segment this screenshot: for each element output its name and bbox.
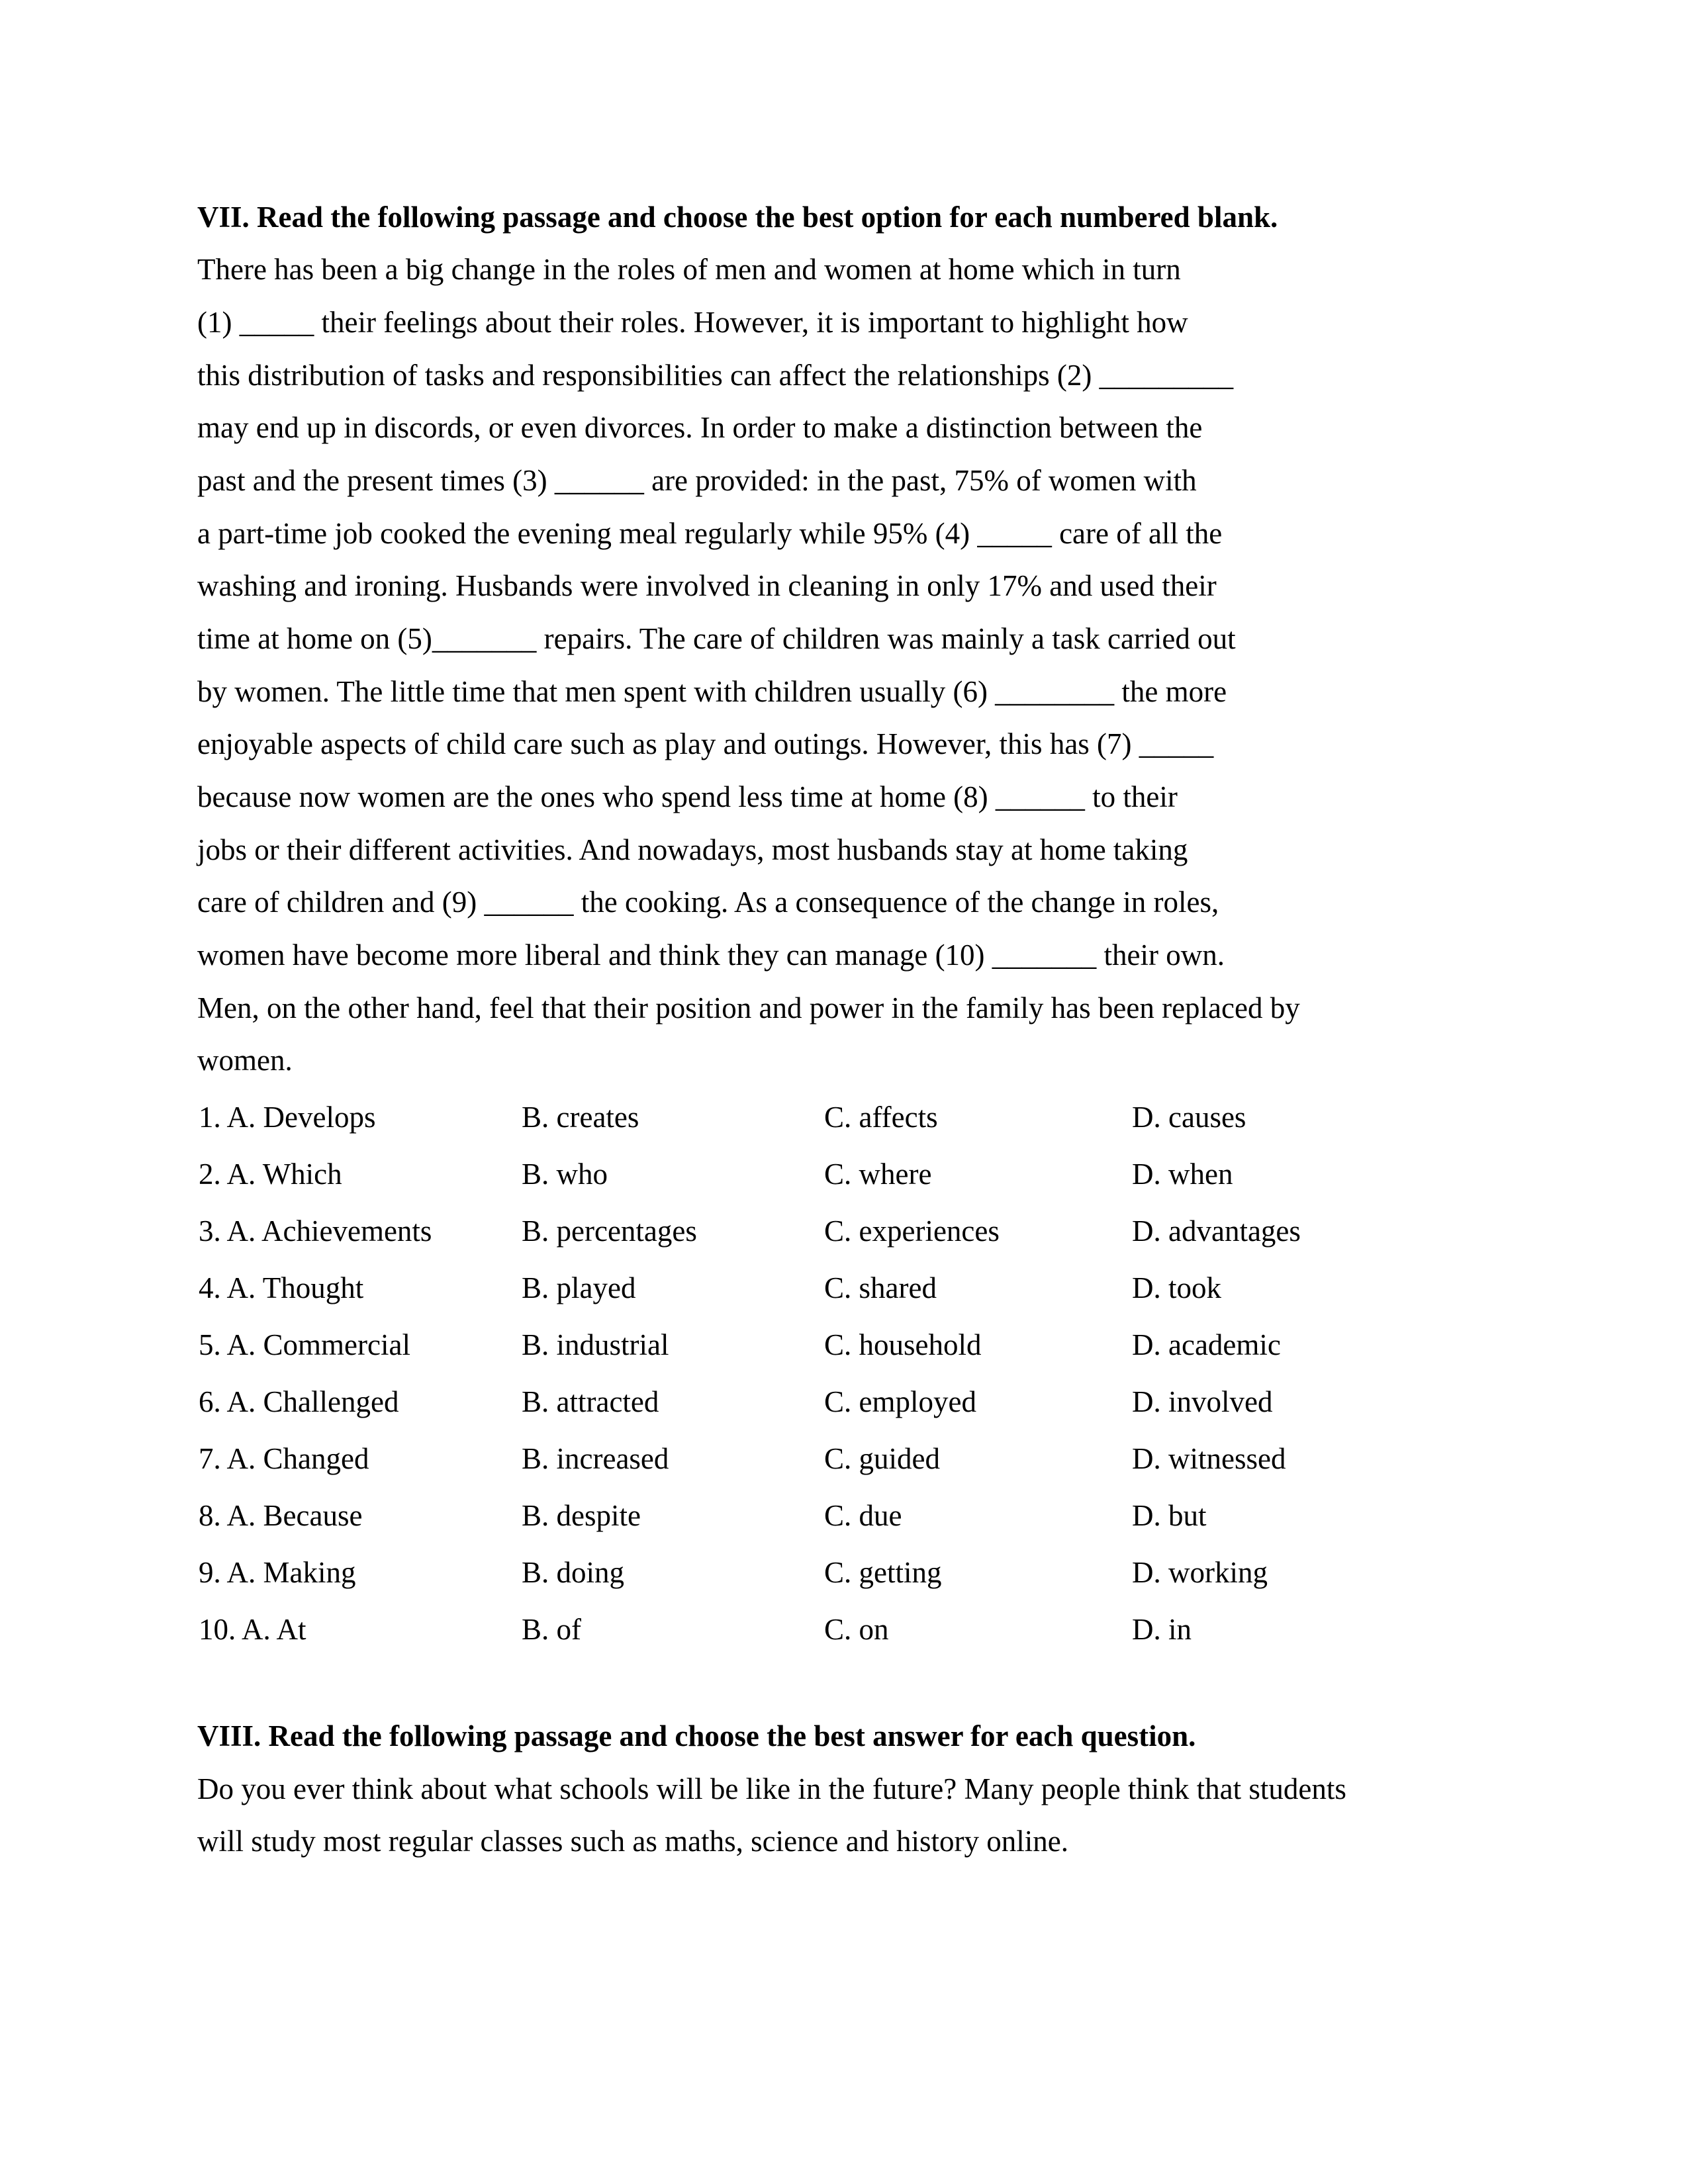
- section-viii-heading: VIII. Read the following passage and choose the best answer for each question.: [197, 1719, 1196, 1752]
- option-c: C. getting: [824, 1556, 942, 1589]
- option-d: D. causes: [1132, 1101, 1246, 1134]
- option-d: D. academic: [1132, 1328, 1281, 1361]
- option-d: D. in: [1132, 1613, 1192, 1646]
- question-row: [197, 1259, 1455, 1316]
- question-row: [197, 1203, 1455, 1259]
- option-a: 6. A. Challenged: [199, 1385, 399, 1418]
- passage-line: (1) _____ their feelings about their roles. However, it is important to highlight how: [197, 306, 1188, 339]
- passage-line: care of children and (9) ______ the cooking. As a consequence of the change in roles,: [197, 886, 1219, 919]
- option-c: C. employed: [824, 1385, 976, 1418]
- option-c: C. household: [824, 1328, 982, 1361]
- option-b: B. attracted: [522, 1385, 659, 1418]
- option-b: B. industrial: [522, 1328, 669, 1361]
- option-c: C. affects: [824, 1101, 938, 1134]
- option-c: C. where: [824, 1158, 932, 1191]
- passage-line: by women. The little time that men spent with children usually (6) ________ the more: [197, 675, 1227, 708]
- option-a: 3. A. Achievements: [199, 1214, 432, 1248]
- passage-line: washing and ironing. Husbands were involved in cleaning in only 17% and used their: [197, 569, 1217, 602]
- passage-line: women have become more liberal and think they can manage (10) _______ their own.: [197, 938, 1225, 972]
- option-a: 2. A. Which: [199, 1158, 342, 1191]
- passage-line: this distribution of tasks and responsibilities can affect the relationships (2) _________: [197, 359, 1234, 392]
- option-d: D. but: [1132, 1499, 1207, 1532]
- passage-line: Men, on the other hand, feel that their position and power in the family has been replaced by: [197, 991, 1300, 1024]
- option-a: 10. A. At: [199, 1613, 306, 1646]
- option-d: D. advantages: [1132, 1214, 1301, 1248]
- passage-line: will study most regular classes such as maths, science and history online.: [197, 1825, 1068, 1858]
- option-a: 7. A. Changed: [199, 1442, 369, 1475]
- option-b: B. doing: [522, 1556, 625, 1589]
- passage-line: Do you ever think about what schools will be like in the future? Many people think that students: [197, 1772, 1346, 1805]
- option-c: C. experiences: [824, 1214, 1000, 1248]
- option-b: B. of: [522, 1613, 581, 1646]
- option-a: 1. A. Develops: [199, 1101, 376, 1134]
- option-d: D. took: [1132, 1271, 1221, 1304]
- option-b: B. creates: [522, 1101, 639, 1134]
- question-row: [197, 1146, 1455, 1203]
- option-d: D. witnessed: [1132, 1442, 1286, 1475]
- option-b: B. played: [522, 1271, 636, 1304]
- option-b: B. who: [522, 1158, 608, 1191]
- passage-line: women.: [197, 1044, 293, 1077]
- option-c: C. due: [824, 1499, 902, 1532]
- question-row: [197, 1544, 1455, 1601]
- question-row: [197, 1316, 1455, 1373]
- passage-line: a part-time job cooked the evening meal regularly while 95% (4) _____ care of all the: [197, 517, 1223, 550]
- question-row: [197, 1430, 1455, 1487]
- option-c: C. shared: [824, 1271, 937, 1304]
- passage-line: enjoyable aspects of child care such as play and outings. However, this has (7) _____: [197, 727, 1214, 760]
- section-vii-heading: VII. Read the following passage and choose the best option for each numbered blank.: [197, 201, 1278, 234]
- question-row: [197, 1089, 1455, 1146]
- option-a: 9. A. Making: [199, 1556, 356, 1589]
- option-d: D. involved: [1132, 1385, 1273, 1418]
- option-b: B. increased: [522, 1442, 669, 1475]
- passage-line: because now women are the ones who spend less time at home (8) ______ to their: [197, 780, 1178, 813]
- passage-line: There has been a big change in the roles of men and women at home which in turn: [197, 253, 1181, 286]
- passage-line: time at home on (5)_______ repairs. The care of children was mainly a task carried out: [197, 622, 1236, 655]
- answer-options-list: [197, 1089, 1455, 1658]
- question-row: [197, 1601, 1455, 1658]
- option-c: C. guided: [824, 1442, 940, 1475]
- option-c: C. on: [824, 1613, 889, 1646]
- passage-line: jobs or their different activities. And nowadays, most husbands stay at home taking: [197, 833, 1188, 866]
- option-d: D. working: [1132, 1556, 1268, 1589]
- question-row: [197, 1487, 1455, 1544]
- question-row: [197, 1373, 1455, 1430]
- option-a: 8. A. Because: [199, 1499, 363, 1532]
- passage-line: past and the present times (3) ______ are provided: in the past, 75% of women with: [197, 464, 1197, 497]
- option-b: B. despite: [522, 1499, 641, 1532]
- option-a: 4. A. Thought: [199, 1271, 364, 1304]
- option-d: D. when: [1132, 1158, 1233, 1191]
- option-a: 5. A. Commercial: [199, 1328, 410, 1361]
- passage-line: may end up in discords, or even divorces. In order to make a distinction between the: [197, 411, 1203, 444]
- option-b: B. percentages: [522, 1214, 697, 1248]
